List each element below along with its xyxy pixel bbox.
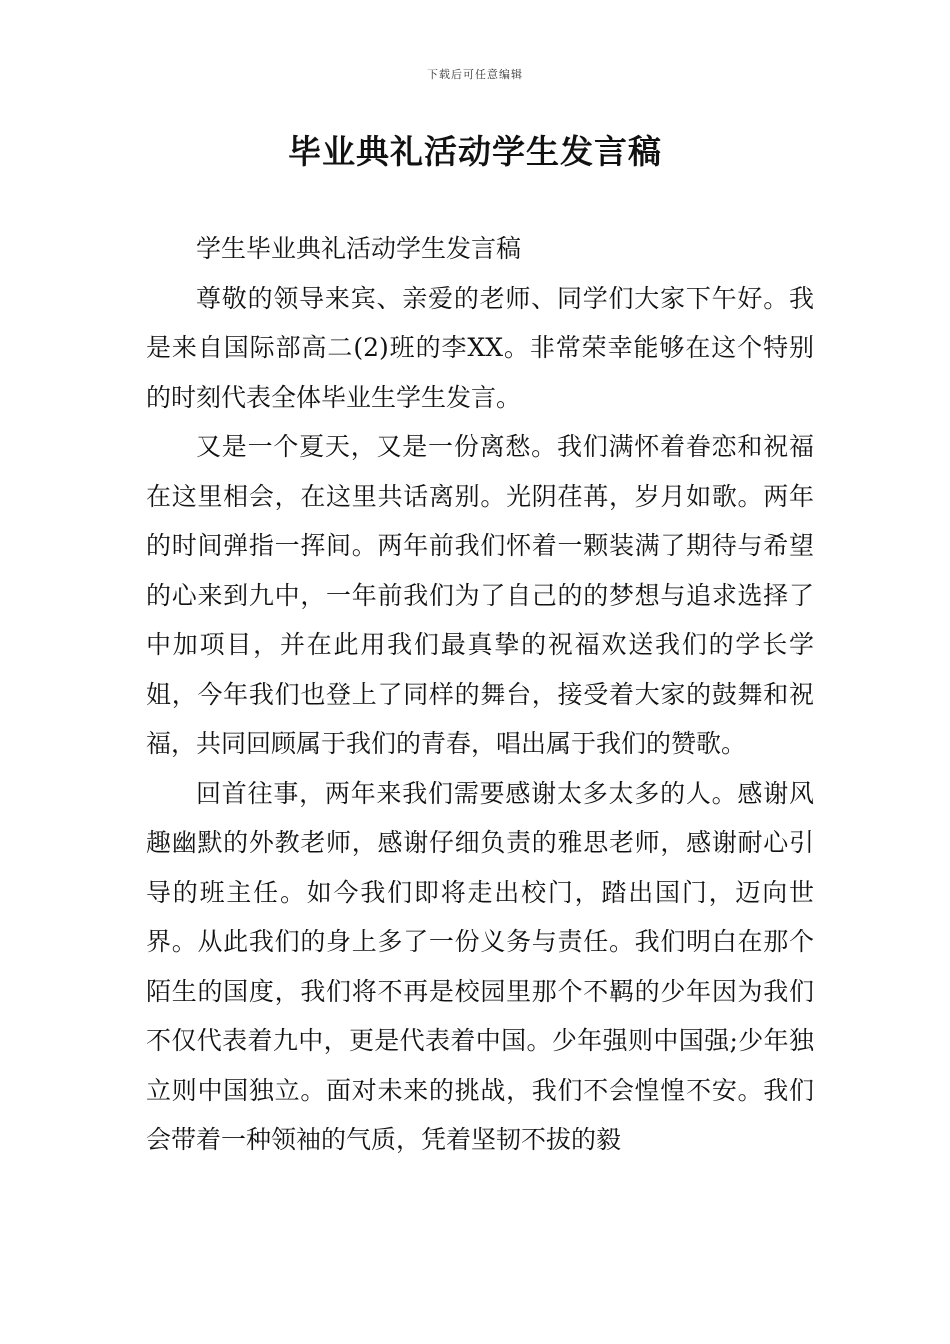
body-paragraph: 又是一个夏天，又是一份离愁。我们满怀着眷恋和祝福在这里相会，在这里共话离别。光阴荏苒，岁月如歌。两年的时间弹指一挥间。两年前我们怀着一颗装满了期待与希望的心来到九中，一年前我们为了自己的的梦想与追求选择了中加项目，并在此用我们最真挚的祝福欢送我们的学长学姐，今年我们也登上了同样的舞台，接受着大家的鼓舞和祝福，共同回顾属于我们的青春，唱出属于我们的赞歌。: [146, 432, 814, 758]
document-body: [146, 224, 814, 1165]
body-paragraph: 尊敬的领导来宾、亲爱的老师、同学们大家下午好。我是来自国际部高二(2)班的李XX。非常荣幸能够在这个特别的时刻代表全体毕业生学生发言。: [146, 283, 814, 412]
body-paragraph: 学生毕业典礼活动学生发言稿: [196, 234, 522, 263]
header-note: 下载后可任意编辑: [427, 68, 523, 81]
body-paragraph: 回首往事，两年来我们需要感谢太多太多的人。感谢风趣幽默的外教老师，感谢仔细负责的雅思老师，感谢耐心引导的班主任。如今我们即将走出校门，踏出国门，迈向世界。从此我们的身上多了一份义务与责任。我们明白在那个陌生的国度，我们将不再是校园里那个不羁的少年因为我们不仅代表着九中，更是代表着中国。少年强则中国强;少年独立则中国独立。面对未来的挑战，我们不会惶惶不安。我们会带着一种领袖的气质，凭着坚韧不拔的毅: [146, 778, 814, 1154]
document-title: 毕业典礼活动学生发言稿: [288, 132, 662, 171]
